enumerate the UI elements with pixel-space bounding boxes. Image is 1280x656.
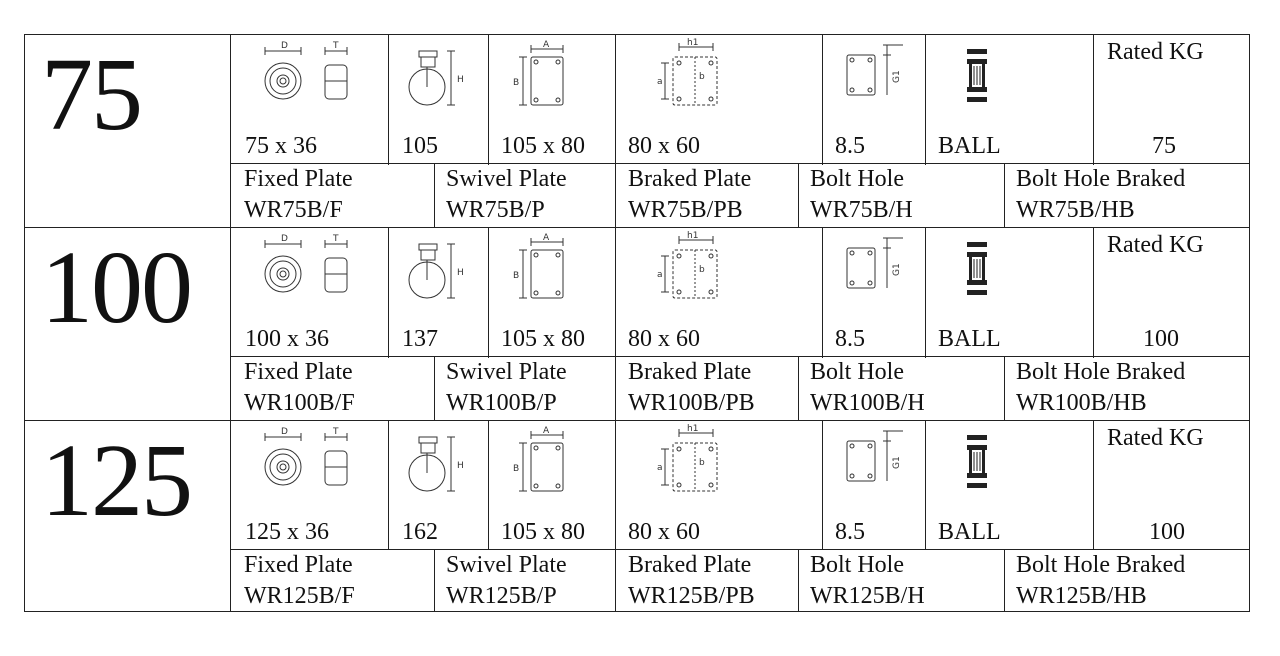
size-cell xyxy=(25,421,231,611)
diagram-label-g1: G1 xyxy=(892,456,902,469)
height-value: 105 xyxy=(402,133,438,159)
model-code: WR100B/HB xyxy=(1016,390,1147,416)
diagram-label-b: B xyxy=(513,78,520,88)
diagram-label-d: D xyxy=(281,234,288,244)
diagram-label-a: A xyxy=(543,40,550,50)
diagram-label-h: H xyxy=(457,268,464,278)
dimension-value: 125 x 36 xyxy=(245,519,329,545)
ball-bearing-icon xyxy=(965,435,989,489)
diagram-label-b-inner: b xyxy=(699,458,705,468)
wheel-size: 125 xyxy=(41,423,191,538)
ball-bearing-icon xyxy=(965,242,989,296)
model-code: WR100B/P xyxy=(446,390,557,416)
bearing-value: BALL xyxy=(938,326,1001,352)
diagram-label-a: A xyxy=(543,233,550,243)
bolt-value: 8.5 xyxy=(835,326,865,352)
model-label: Bolt Hole Braked xyxy=(1016,552,1186,578)
rated-label: Rated KG xyxy=(1107,232,1204,258)
ball-bearing-icon xyxy=(965,49,989,103)
model-label: Swivel Plate xyxy=(446,359,567,385)
height-value: 137 xyxy=(402,326,438,352)
bolt-value: 8.5 xyxy=(835,519,865,545)
plate-size-diagram xyxy=(511,427,571,499)
diagram-label-h1: h1 xyxy=(687,231,699,241)
model-label: Fixed Plate xyxy=(244,552,353,578)
plate-value: 105 x 80 xyxy=(501,519,585,545)
caster-spec-table xyxy=(24,34,1250,612)
plate-value: 105 x 80 xyxy=(501,133,585,159)
wheel-size: 75 xyxy=(41,37,141,152)
bearing-value: BALL xyxy=(938,133,1001,159)
model-code: WR125B/P xyxy=(446,583,557,609)
diagram-label-h: H xyxy=(457,75,464,85)
plate-value: 105 x 80 xyxy=(501,326,585,352)
diagram-label-g1: G1 xyxy=(892,263,902,276)
model-label: Bolt Hole xyxy=(810,166,904,192)
model-code: WR75B/PB xyxy=(628,197,743,223)
diagram-label-a-side: a xyxy=(657,463,663,473)
hole-spacing-value: 80 x 60 xyxy=(628,326,700,352)
model-bolt-hole xyxy=(810,550,925,612)
model-code: WR125B/PB xyxy=(628,583,755,609)
size-cell xyxy=(25,228,231,421)
wheel-dimension-diagram xyxy=(263,427,373,495)
model-bolt-hole-braked xyxy=(1016,357,1185,419)
diagram-label-t: T xyxy=(333,41,339,51)
model-code: WR125B/HB xyxy=(1016,583,1147,609)
wheel-dimension-diagram xyxy=(263,234,373,302)
size-cell xyxy=(25,35,231,228)
diagram-label-b-inner: b xyxy=(699,72,705,82)
model-bolt-hole-braked xyxy=(1016,550,1185,612)
bolt-hole-diagram xyxy=(843,43,907,105)
diagram-label-g1: G1 xyxy=(892,70,902,83)
model-fixed-plate xyxy=(244,550,355,612)
height-diagram xyxy=(399,242,471,304)
bolt-hole-diagram xyxy=(843,429,907,491)
caster-group-125 xyxy=(25,421,1249,611)
height-diagram xyxy=(399,49,471,111)
rated-label: Rated KG xyxy=(1107,425,1204,451)
model-label: Braked Plate xyxy=(628,359,752,385)
model-braked-plate xyxy=(628,550,755,612)
model-code: WR75B/P xyxy=(446,197,545,223)
dimension-value: 100 x 36 xyxy=(245,326,329,352)
wheel-dimension-diagram xyxy=(263,41,373,109)
model-fixed-plate xyxy=(244,164,353,226)
plate-size-diagram xyxy=(511,234,571,306)
model-braked-plate xyxy=(628,164,751,226)
model-fixed-plate xyxy=(244,357,355,419)
diagram-label-b-inner: b xyxy=(699,265,705,275)
model-code: WR100B/PB xyxy=(628,390,755,416)
model-label: Braked Plate xyxy=(628,166,752,192)
model-label: Bolt Hole Braked xyxy=(1016,166,1186,192)
diagram-label-b: B xyxy=(513,271,520,281)
dimension-value: 75 x 36 xyxy=(245,133,317,159)
model-code: WR75B/H xyxy=(810,197,913,223)
height-diagram xyxy=(399,435,471,497)
hole-spacing-diagram xyxy=(659,39,749,111)
hole-spacing-diagram xyxy=(659,232,749,304)
diagram-label-b: B xyxy=(513,464,520,474)
diagram-label-a-side: a xyxy=(657,270,663,280)
model-braked-plate xyxy=(628,357,755,419)
model-code: WR125B/F xyxy=(244,583,355,609)
height-value: 162 xyxy=(402,519,438,545)
model-code: WR100B/H xyxy=(810,390,925,416)
model-label: Fixed Plate xyxy=(244,359,353,385)
bolt-hole-diagram xyxy=(843,236,907,298)
model-bolt-hole xyxy=(810,357,925,419)
diagram-label-t: T xyxy=(333,234,339,244)
model-code: WR75B/F xyxy=(244,197,343,223)
hole-spacing-value: 80 x 60 xyxy=(628,133,700,159)
diagram-label-a-side: a xyxy=(657,77,663,87)
diagram-label-h1: h1 xyxy=(687,424,699,434)
rated-label: Rated KG xyxy=(1107,39,1204,65)
model-label: Braked Plate xyxy=(628,552,752,578)
model-bolt-hole xyxy=(810,164,913,226)
diagram-label-d: D xyxy=(281,427,288,437)
rated-value: 100 xyxy=(1143,326,1179,352)
model-swivel-plate xyxy=(446,164,567,226)
model-label: Bolt Hole xyxy=(810,552,904,578)
model-label: Fixed Plate xyxy=(244,166,353,192)
model-code: WR125B/H xyxy=(810,583,925,609)
diagram-label-a: A xyxy=(543,426,550,436)
bearing-value: BALL xyxy=(938,519,1001,545)
diagram-label-t: T xyxy=(333,427,339,437)
bolt-value: 8.5 xyxy=(835,133,865,159)
model-code: WR75B/HB xyxy=(1016,197,1135,223)
diagram-label-h1: h1 xyxy=(687,38,699,48)
model-label: Swivel Plate xyxy=(446,166,567,192)
caster-group-100 xyxy=(25,228,1249,421)
rated-value: 75 xyxy=(1152,133,1176,159)
model-label: Bolt Hole xyxy=(810,359,904,385)
wheel-size: 100 xyxy=(41,230,191,345)
hole-spacing-diagram xyxy=(659,425,749,497)
plate-size-diagram xyxy=(511,41,571,113)
model-code: WR100B/F xyxy=(244,390,355,416)
rated-value: 100 xyxy=(1149,519,1185,545)
diagram-label-d: D xyxy=(281,41,288,51)
model-swivel-plate xyxy=(446,357,567,419)
model-swivel-plate xyxy=(446,550,567,612)
hole-spacing-value: 80 x 60 xyxy=(628,519,700,545)
caster-group-75 xyxy=(25,35,1249,228)
model-label: Bolt Hole Braked xyxy=(1016,359,1186,385)
model-label: Swivel Plate xyxy=(446,552,567,578)
diagram-label-h: H xyxy=(457,461,464,471)
model-bolt-hole-braked xyxy=(1016,164,1185,226)
